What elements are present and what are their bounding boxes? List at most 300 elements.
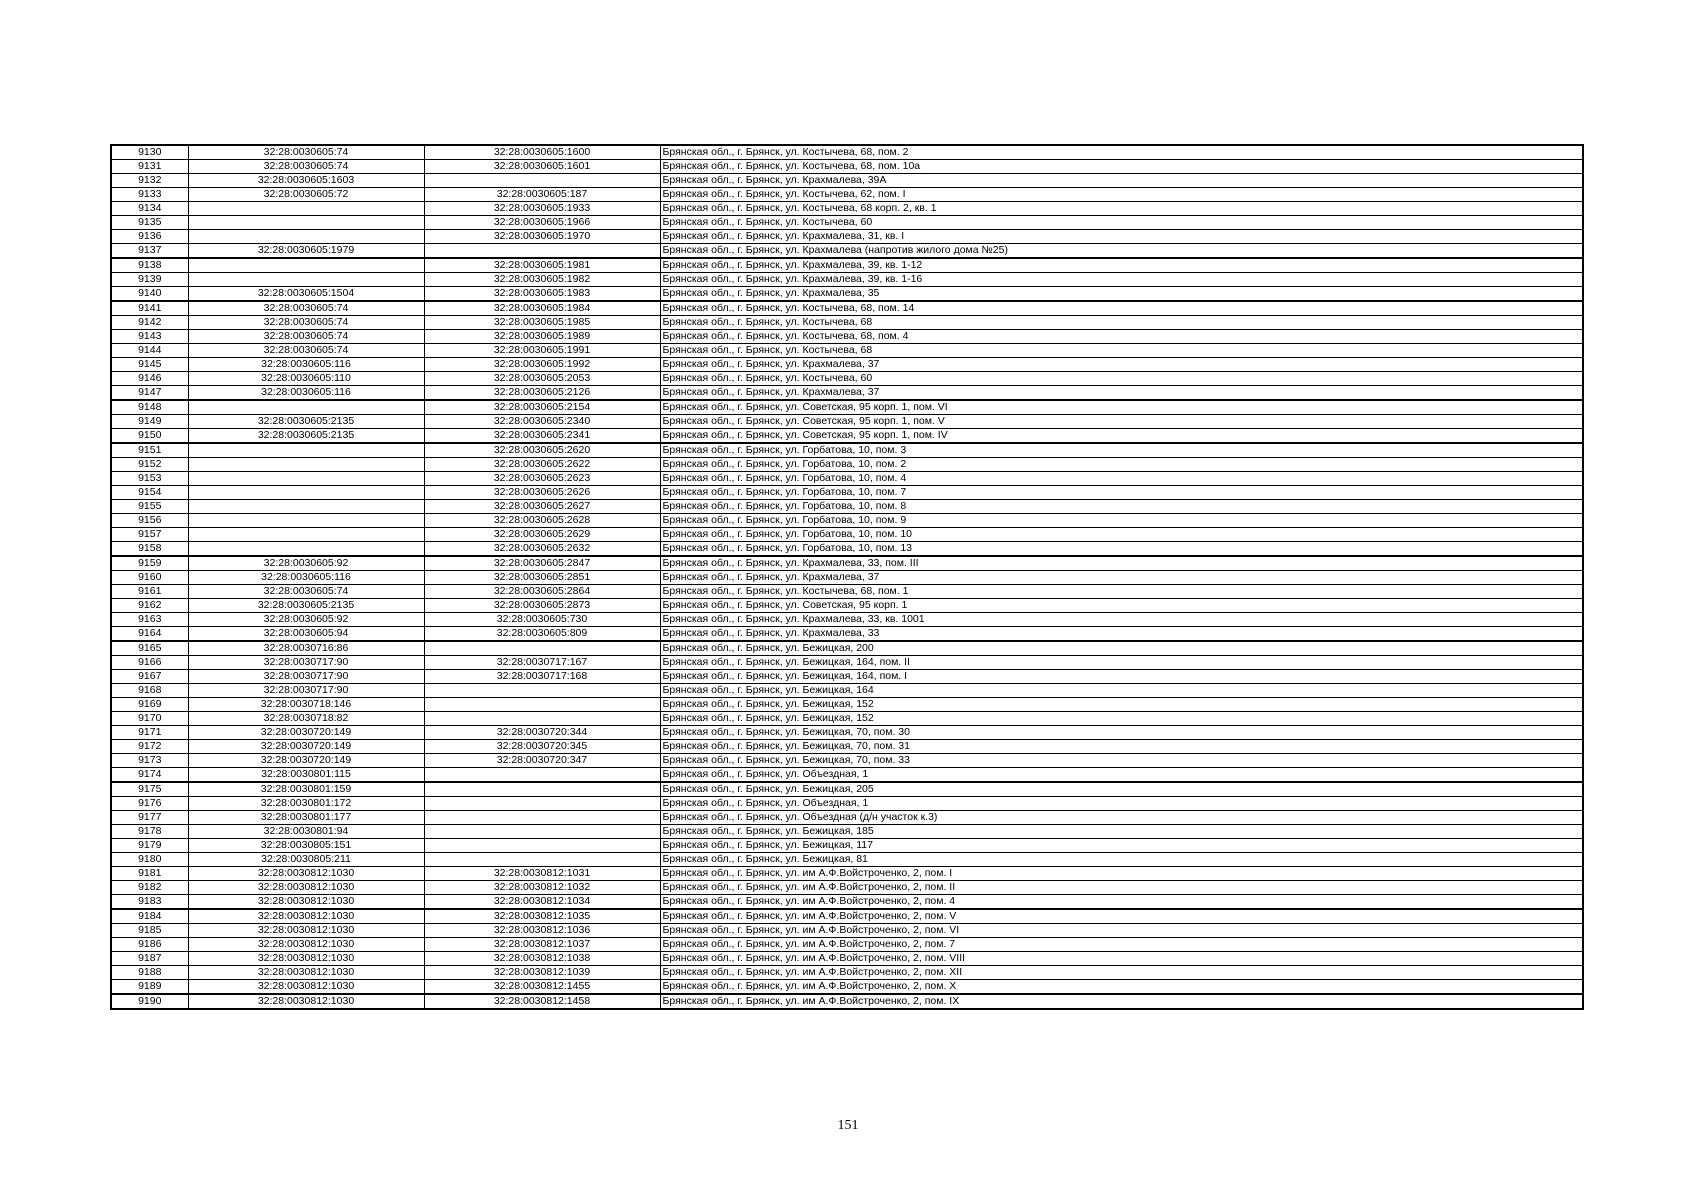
object-cadastral-number-cell: 32:28:0030720:345 [424, 740, 660, 754]
row-number-cell: 9180 [111, 853, 188, 867]
parcel-cadastral-number-cell: 32:28:0030605:116 [188, 386, 424, 401]
object-cadastral-number-cell: 32:28:0030605:2632 [424, 542, 660, 557]
address-cell: Брянская обл., г. Брянск, ул. Костычева, 68 [660, 316, 1583, 330]
object-cadastral-number-cell [424, 782, 660, 797]
table-row [111, 712, 1583, 726]
parcel-cadastral-number-cell: 32:28:0030805:151 [188, 839, 424, 853]
parcel-cadastral-number-cell: 32:28:0030605:116 [188, 571, 424, 585]
row-number-cell: 9130 [111, 145, 188, 160]
address-cell: Брянская обл., г. Брянск, ул. Советская, 95 корп. 1 [660, 599, 1583, 613]
object-cadastral-number-cell: 32:28:0030717:167 [424, 656, 660, 670]
table-row [111, 698, 1583, 712]
address-cell: Брянская обл., г. Брянск, ул. Горбатова, 10, пом. 2 [660, 458, 1583, 472]
table-row [111, 726, 1583, 740]
table-row [111, 938, 1583, 952]
row-number-cell: 9190 [111, 994, 188, 1009]
object-cadastral-number-cell: 32:28:0030605:809 [424, 627, 660, 642]
address-cell: Брянская обл., г. Брянск, ул. Крахмалева, 37 [660, 571, 1583, 585]
table-row [111, 585, 1583, 599]
object-cadastral-number-cell [424, 853, 660, 867]
parcel-cadastral-number-cell: 32:28:0030605:1979 [188, 244, 424, 259]
parcel-cadastral-number-cell: 32:28:0030605:116 [188, 358, 424, 372]
row-number-cell: 9188 [111, 966, 188, 980]
object-cadastral-number-cell [424, 684, 660, 698]
address-cell: Брянская обл., г. Брянск, ул. Костычева, 68, пом. 10а [660, 160, 1583, 174]
table-row [111, 627, 1583, 642]
object-cadastral-number-cell: 32:28:0030812:1037 [424, 938, 660, 952]
object-cadastral-number-cell: 32:28:0030812:1036 [424, 924, 660, 938]
row-number-cell: 9157 [111, 528, 188, 542]
row-number-cell: 9139 [111, 273, 188, 287]
table-row [111, 797, 1583, 811]
parcel-cadastral-number-cell: 32:28:0030812:1030 [188, 924, 424, 938]
object-cadastral-number-cell: 32:28:0030605:1992 [424, 358, 660, 372]
address-cell: Брянская обл., г. Брянск, ул. Крахмалева (напротив жилого дома №25) [660, 244, 1583, 259]
table-row [111, 372, 1583, 386]
table-row [111, 853, 1583, 867]
parcel-cadastral-number-cell: 32:28:0030720:149 [188, 726, 424, 740]
parcel-cadastral-number-cell [188, 230, 424, 244]
object-cadastral-number-cell: 32:28:0030605:2623 [424, 472, 660, 486]
row-number-cell: 9148 [111, 400, 188, 415]
table-row [111, 528, 1583, 542]
address-cell: Брянская обл., г. Брянск, ул. Горбатова, 10, пом. 13 [660, 542, 1583, 557]
parcel-cadastral-number-cell: 32:28:0030812:1030 [188, 867, 424, 881]
object-cadastral-number-cell: 32:28:0030720:347 [424, 754, 660, 768]
row-number-cell: 9173 [111, 754, 188, 768]
parcel-cadastral-number-cell: 32:28:0030801:94 [188, 825, 424, 839]
table-row [111, 656, 1583, 670]
object-cadastral-number-cell: 32:28:0030605:2126 [424, 386, 660, 401]
address-cell: Брянская обл., г. Брянск, ул. Советская, 95 корп. 1, пом. V [660, 415, 1583, 429]
row-number-cell: 9153 [111, 472, 188, 486]
address-cell: Брянская обл., г. Брянск, ул. им А.Ф.Войстроченко, 2, пом. XII [660, 966, 1583, 980]
table-row [111, 895, 1583, 910]
row-number-cell: 9138 [111, 258, 188, 273]
address-cell: Брянская обл., г. Брянск, ул. им А.Ф.Войстроченко, 2, пом. IX [660, 994, 1583, 1009]
object-cadastral-number-cell: 32:28:0030605:1989 [424, 330, 660, 344]
object-cadastral-number-cell [424, 174, 660, 188]
table-row [111, 358, 1583, 372]
table-row [111, 258, 1583, 273]
parcel-cadastral-number-cell: 32:28:0030605:94 [188, 627, 424, 642]
parcel-cadastral-number-cell: 32:28:0030605:74 [188, 330, 424, 344]
table-row [111, 825, 1583, 839]
object-cadastral-number-cell: 32:28:0030605:730 [424, 613, 660, 627]
object-cadastral-number-cell: 32:28:0030605:1966 [424, 216, 660, 230]
object-cadastral-number-cell: 32:28:0030605:2627 [424, 500, 660, 514]
row-number-cell: 9165 [111, 641, 188, 656]
address-cell: Брянская обл., г. Брянск, ул. Костычева, 68 корп. 2, кв. 1 [660, 202, 1583, 216]
parcel-cadastral-number-cell: 32:28:0030605:1504 [188, 287, 424, 302]
address-cell: Брянская обл., г. Брянск, ул. Крахмалева, 39А [660, 174, 1583, 188]
parcel-cadastral-number-cell: 32:28:0030805:211 [188, 853, 424, 867]
row-number-cell: 9171 [111, 726, 188, 740]
table-row [111, 458, 1583, 472]
table-row [111, 740, 1583, 754]
parcel-cadastral-number-cell: 32:28:0030718:146 [188, 698, 424, 712]
row-number-cell: 9179 [111, 839, 188, 853]
object-cadastral-number-cell: 32:28:0030812:1032 [424, 881, 660, 895]
table-row [111, 344, 1583, 358]
object-cadastral-number-cell [424, 244, 660, 259]
row-number-cell: 9150 [111, 429, 188, 444]
address-cell: Брянская обл., г. Брянск, ул. им А.Ф.Войстроченко, 2, пом. X [660, 980, 1583, 995]
row-number-cell: 9140 [111, 287, 188, 302]
row-number-cell: 9178 [111, 825, 188, 839]
row-number-cell: 9163 [111, 613, 188, 627]
row-number-cell: 9183 [111, 895, 188, 910]
row-number-cell: 9135 [111, 216, 188, 230]
row-number-cell: 9156 [111, 514, 188, 528]
table-row [111, 230, 1583, 244]
address-cell: Брянская обл., г. Брянск, ул. Крахмалева, 33 [660, 627, 1583, 642]
row-number-cell: 9182 [111, 881, 188, 895]
address-cell: Брянская обл., г. Брянск, ул. Горбатова, 10, пом. 4 [660, 472, 1583, 486]
address-cell: Брянская обл., г. Брянск, ул. Объездная (д/н участок к.3) [660, 811, 1583, 825]
table-row [111, 867, 1583, 881]
row-number-cell: 9168 [111, 684, 188, 698]
address-cell: Брянская обл., г. Брянск, ул. Крахмалева, 33, кв. 1001 [660, 613, 1583, 627]
table-row [111, 599, 1583, 613]
row-number-cell: 9167 [111, 670, 188, 684]
parcel-cadastral-number-cell: 32:28:0030605:2135 [188, 429, 424, 444]
address-cell: Брянская обл., г. Брянск, ул. Крахмалева, 39, кв. 1-16 [660, 273, 1583, 287]
parcel-cadastral-number-cell: 32:28:0030801:159 [188, 782, 424, 797]
object-cadastral-number-cell [424, 768, 660, 783]
table-row [111, 301, 1583, 316]
table-row [111, 244, 1583, 259]
object-cadastral-number-cell: 32:28:0030605:2629 [424, 528, 660, 542]
parcel-cadastral-number-cell: 32:28:0030801:177 [188, 811, 424, 825]
object-cadastral-number-cell: 32:28:0030605:2053 [424, 372, 660, 386]
address-cell: Брянская обл., г. Брянск, ул. им А.Ф.Войстроченко, 2, пом. 4 [660, 895, 1583, 910]
parcel-cadastral-number-cell: 32:28:0030605:2135 [188, 415, 424, 429]
object-cadastral-number-cell: 32:28:0030720:344 [424, 726, 660, 740]
row-number-cell: 9177 [111, 811, 188, 825]
parcel-cadastral-number-cell: 32:28:0030717:90 [188, 670, 424, 684]
object-cadastral-number-cell: 32:28:0030605:2620 [424, 443, 660, 458]
table-row [111, 160, 1583, 174]
object-cadastral-number-cell: 32:28:0030812:1038 [424, 952, 660, 966]
row-number-cell: 9137 [111, 244, 188, 259]
parcel-cadastral-number-cell: 32:28:0030720:149 [188, 740, 424, 754]
parcel-cadastral-number-cell: 32:28:0030605:92 [188, 556, 424, 571]
row-number-cell: 9155 [111, 500, 188, 514]
row-number-cell: 9175 [111, 782, 188, 797]
address-cell: Брянская обл., г. Брянск, ул. им А.Ф.Войстроченко, 2, пом. VIII [660, 952, 1583, 966]
table-row [111, 174, 1583, 188]
table-row [111, 980, 1583, 995]
row-number-cell: 9172 [111, 740, 188, 754]
object-cadastral-number-cell: 32:28:0030605:2626 [424, 486, 660, 500]
row-number-cell: 9133 [111, 188, 188, 202]
address-cell: Брянская обл., г. Брянск, ул. Костычева, 68, пом. 4 [660, 330, 1583, 344]
table-row [111, 273, 1583, 287]
parcel-cadastral-number-cell: 32:28:0030812:1030 [188, 938, 424, 952]
row-number-cell: 9181 [111, 867, 188, 881]
object-cadastral-number-cell: 32:28:0030812:1455 [424, 980, 660, 995]
parcel-cadastral-number-cell: 32:28:0030605:74 [188, 160, 424, 174]
row-number-cell: 9186 [111, 938, 188, 952]
table-row [111, 443, 1583, 458]
row-number-cell: 9164 [111, 627, 188, 642]
row-number-cell: 9159 [111, 556, 188, 571]
parcel-cadastral-number-cell [188, 400, 424, 415]
row-number-cell: 9189 [111, 980, 188, 995]
parcel-cadastral-number-cell [188, 258, 424, 273]
table-row [111, 556, 1583, 571]
object-cadastral-number-cell: 32:28:0030605:1991 [424, 344, 660, 358]
object-cadastral-number-cell: 32:28:0030605:2873 [424, 599, 660, 613]
row-number-cell: 9161 [111, 585, 188, 599]
row-number-cell: 9174 [111, 768, 188, 783]
object-cadastral-number-cell: 32:28:0030605:1984 [424, 301, 660, 316]
parcel-cadastral-number-cell [188, 202, 424, 216]
address-cell: Брянская обл., г. Брянск, ул. Костычева, 68, пом. 1 [660, 585, 1583, 599]
address-cell: Брянская обл., г. Брянск, ул. Крахмалева, 31, кв. I [660, 230, 1583, 244]
parcel-cadastral-number-cell: 32:28:0030605:2135 [188, 599, 424, 613]
address-cell: Брянская обл., г. Брянск, ул. Костычева, 60 [660, 216, 1583, 230]
row-number-cell: 9152 [111, 458, 188, 472]
table-row [111, 145, 1583, 160]
table-row [111, 811, 1583, 825]
table-row [111, 542, 1583, 557]
address-cell: Брянская обл., г. Брянск, ул. Бежицкая, 200 [660, 641, 1583, 656]
row-number-cell: 9136 [111, 230, 188, 244]
table-row [111, 670, 1583, 684]
table-row [111, 415, 1583, 429]
address-cell: Брянская обл., г. Брянск, ул. Горбатова, 10, пом. 7 [660, 486, 1583, 500]
parcel-cadastral-number-cell [188, 273, 424, 287]
address-cell: Брянская обл., г. Брянск, ул. Бежицкая, 117 [660, 839, 1583, 853]
object-cadastral-number-cell: 32:28:0030605:2864 [424, 585, 660, 599]
row-number-cell: 9184 [111, 909, 188, 924]
parcel-cadastral-number-cell: 32:28:0030605:74 [188, 585, 424, 599]
table-row [111, 486, 1583, 500]
object-cadastral-number-cell: 32:28:0030605:2622 [424, 458, 660, 472]
parcel-cadastral-number-cell: 32:28:0030812:1030 [188, 980, 424, 995]
table-row [111, 613, 1583, 627]
parcel-cadastral-number-cell: 32:28:0030605:74 [188, 145, 424, 160]
row-number-cell: 9132 [111, 174, 188, 188]
address-cell: Брянская обл., г. Брянск, ул. Бежицкая, 164, пом. II [660, 656, 1583, 670]
registry-table [110, 144, 1584, 1010]
row-number-cell: 9141 [111, 301, 188, 316]
parcel-cadastral-number-cell: 32:28:0030812:1030 [188, 895, 424, 910]
parcel-cadastral-number-cell: 32:28:0030717:90 [188, 656, 424, 670]
row-number-cell: 9169 [111, 698, 188, 712]
table-row [111, 400, 1583, 415]
object-cadastral-number-cell: 32:28:0030812:1031 [424, 867, 660, 881]
address-cell: Брянская обл., г. Брянск, ул. Советская, 95 корп. 1, пом. IV [660, 429, 1583, 444]
object-cadastral-number-cell: 32:28:0030605:1982 [424, 273, 660, 287]
table-row [111, 202, 1583, 216]
row-number-cell: 9176 [111, 797, 188, 811]
address-cell: Брянская обл., г. Брянск, ул. им А.Ф.Войстроченко, 2, пом. I [660, 867, 1583, 881]
table-row [111, 500, 1583, 514]
address-cell: Брянская обл., г. Брянск, ул. Костычева, 68, пом. 14 [660, 301, 1583, 316]
object-cadastral-number-cell: 32:28:0030605:2340 [424, 415, 660, 429]
table-row [111, 684, 1583, 698]
address-cell: Брянская обл., г. Брянск, ул. им А.Ф.Войстроченко, 2, пом. 7 [660, 938, 1583, 952]
object-cadastral-number-cell: 32:28:0030605:1985 [424, 316, 660, 330]
parcel-cadastral-number-cell: 32:28:0030801:172 [188, 797, 424, 811]
row-number-cell: 9134 [111, 202, 188, 216]
parcel-cadastral-number-cell [188, 472, 424, 486]
parcel-cadastral-number-cell [188, 542, 424, 557]
table-row [111, 641, 1583, 656]
row-number-cell: 9147 [111, 386, 188, 401]
object-cadastral-number-cell: 32:28:0030605:2341 [424, 429, 660, 444]
parcel-cadastral-number-cell: 32:28:0030605:74 [188, 301, 424, 316]
parcel-cadastral-number-cell: 32:28:0030801:115 [188, 768, 424, 783]
parcel-cadastral-number-cell [188, 528, 424, 542]
registry-table-body [111, 145, 1583, 1009]
table-row [111, 571, 1583, 585]
object-cadastral-number-cell: 32:28:0030605:187 [424, 188, 660, 202]
address-cell: Брянская обл., г. Брянск, ул. Бежицкая, 152 [660, 698, 1583, 712]
address-cell: Брянская обл., г. Брянск, ул. Бежицкая, 152 [660, 712, 1583, 726]
address-cell: Брянская обл., г. Брянск, ул. Костычева, 68 [660, 344, 1583, 358]
address-cell: Брянская обл., г. Брянск, ул. Бежицкая, 81 [660, 853, 1583, 867]
table-row [111, 316, 1583, 330]
address-cell: Брянская обл., г. Брянск, ул. им А.Ф.Войстроченко, 2, пом. II [660, 881, 1583, 895]
parcel-cadastral-number-cell: 32:28:0030812:1030 [188, 881, 424, 895]
table-row [111, 768, 1583, 783]
row-number-cell: 9162 [111, 599, 188, 613]
object-cadastral-number-cell [424, 797, 660, 811]
object-cadastral-number-cell: 32:28:0030605:1601 [424, 160, 660, 174]
object-cadastral-number-cell: 32:28:0030605:2851 [424, 571, 660, 585]
address-cell: Брянская обл., г. Брянск, ул. Костычева, 68, пом. 2 [660, 145, 1583, 160]
address-cell: Брянская обл., г. Брянск, ул. Костычева, 60 [660, 372, 1583, 386]
object-cadastral-number-cell [424, 825, 660, 839]
address-cell: Брянская обл., г. Брянск, ул. Горбатова, 10, пом. 3 [660, 443, 1583, 458]
table-row [111, 287, 1583, 302]
row-number-cell: 9144 [111, 344, 188, 358]
page-number: 151 [837, 1118, 859, 1133]
parcel-cadastral-number-cell: 32:28:0030812:1030 [188, 994, 424, 1009]
table-row [111, 881, 1583, 895]
address-cell: Брянская обл., г. Брянск, ул. Бежицкая, 70, пом. 31 [660, 740, 1583, 754]
table-row [111, 514, 1583, 528]
table-row [111, 429, 1583, 444]
object-cadastral-number-cell: 32:28:0030605:1970 [424, 230, 660, 244]
row-number-cell: 9160 [111, 571, 188, 585]
parcel-cadastral-number-cell [188, 443, 424, 458]
parcel-cadastral-number-cell: 32:28:0030605:74 [188, 316, 424, 330]
address-cell: Брянская обл., г. Брянск, ул. Советская, 95 корп. 1, пом. VI [660, 400, 1583, 415]
object-cadastral-number-cell: 32:28:0030717:168 [424, 670, 660, 684]
object-cadastral-number-cell [424, 811, 660, 825]
address-cell: Брянская обл., г. Брянск, ул. Костычева, 62, пом. I [660, 188, 1583, 202]
address-cell: Брянская обл., г. Брянск, ул. Крахмалева, 35 [660, 287, 1583, 302]
address-cell: Брянская обл., г. Брянск, ул. Бежицкая, 164 [660, 684, 1583, 698]
object-cadastral-number-cell: 32:28:0030605:1983 [424, 287, 660, 302]
address-cell: Брянская обл., г. Брянск, ул. Горбатова, 10, пом. 10 [660, 528, 1583, 542]
parcel-cadastral-number-cell: 32:28:0030605:1603 [188, 174, 424, 188]
parcel-cadastral-number-cell: 32:28:0030720:149 [188, 754, 424, 768]
parcel-cadastral-number-cell: 32:28:0030605:72 [188, 188, 424, 202]
address-cell: Брянская обл., г. Брянск, ул. Бежицкая, 164, пом. I [660, 670, 1583, 684]
parcel-cadastral-number-cell [188, 216, 424, 230]
parcel-cadastral-number-cell: 32:28:0030812:1030 [188, 966, 424, 980]
row-number-cell: 9145 [111, 358, 188, 372]
row-number-cell: 9131 [111, 160, 188, 174]
row-number-cell: 9142 [111, 316, 188, 330]
parcel-cadastral-number-cell: 32:28:0030605:74 [188, 344, 424, 358]
row-number-cell: 9185 [111, 924, 188, 938]
parcel-cadastral-number-cell: 32:28:0030717:90 [188, 684, 424, 698]
table-row [111, 216, 1583, 230]
address-cell: Брянская обл., г. Брянск, ул. Крахмалева, 37 [660, 386, 1583, 401]
address-cell: Брянская обл., г. Брянск, ул. Объездная, 1 [660, 797, 1583, 811]
table-row [111, 966, 1583, 980]
table-row [111, 839, 1583, 853]
row-number-cell: 9154 [111, 486, 188, 500]
parcel-cadastral-number-cell [188, 458, 424, 472]
row-number-cell: 9166 [111, 656, 188, 670]
object-cadastral-number-cell: 32:28:0030605:2154 [424, 400, 660, 415]
parcel-cadastral-number-cell: 32:28:0030605:110 [188, 372, 424, 386]
address-cell: Брянская обл., г. Брянск, ул. им А.Ф.Войстроченко, 2, пом. V [660, 909, 1583, 924]
parcel-cadastral-number-cell [188, 514, 424, 528]
address-cell: Брянская обл., г. Брянск, ул. Горбатова, 10, пом. 8 [660, 500, 1583, 514]
address-cell: Брянская обл., г. Брянск, ул. Крахмалева, 39, кв. 1-12 [660, 258, 1583, 273]
row-number-cell: 9149 [111, 415, 188, 429]
table-row [111, 994, 1583, 1009]
parcel-cadastral-number-cell: 32:28:0030716:86 [188, 641, 424, 656]
object-cadastral-number-cell [424, 641, 660, 656]
table-row [111, 754, 1583, 768]
object-cadastral-number-cell [424, 839, 660, 853]
address-cell: Брянская обл., г. Брянск, ул. Горбатова, 10, пом. 9 [660, 514, 1583, 528]
table-row [111, 386, 1583, 401]
address-cell: Брянская обл., г. Брянск, ул. Крахмалева, 37 [660, 358, 1583, 372]
object-cadastral-number-cell [424, 712, 660, 726]
object-cadastral-number-cell [424, 698, 660, 712]
row-number-cell: 9146 [111, 372, 188, 386]
row-number-cell: 9187 [111, 952, 188, 966]
parcel-cadastral-number-cell [188, 486, 424, 500]
parcel-cadastral-number-cell: 32:28:0030605:92 [188, 613, 424, 627]
object-cadastral-number-cell: 32:28:0030605:1933 [424, 202, 660, 216]
object-cadastral-number-cell: 32:28:0030812:1035 [424, 909, 660, 924]
object-cadastral-number-cell: 32:28:0030812:1458 [424, 994, 660, 1009]
table-row [111, 472, 1583, 486]
address-cell: Брянская обл., г. Брянск, ул. Бежицкая, 205 [660, 782, 1583, 797]
table-row [111, 909, 1583, 924]
table-row [111, 924, 1583, 938]
object-cadastral-number-cell: 32:28:0030812:1034 [424, 895, 660, 910]
parcel-cadastral-number-cell: 32:28:0030812:1030 [188, 952, 424, 966]
object-cadastral-number-cell: 32:28:0030605:1600 [424, 145, 660, 160]
address-cell: Брянская обл., г. Брянск, ул. Объездная, 1 [660, 768, 1583, 783]
table-row [111, 330, 1583, 344]
row-number-cell: 9158 [111, 542, 188, 557]
address-cell: Брянская обл., г. Брянск, ул. Крахмалева, 33, пом. III [660, 556, 1583, 571]
address-cell: Брянская обл., г. Брянск, ул. Бежицкая, 70, пом. 33 [660, 754, 1583, 768]
table-row [111, 188, 1583, 202]
table-row [111, 952, 1583, 966]
parcel-cadastral-number-cell: 32:28:0030812:1030 [188, 909, 424, 924]
address-cell: Брянская обл., г. Брянск, ул. Бежицкая, 70, пом. 30 [660, 726, 1583, 740]
parcel-cadastral-number-cell [188, 500, 424, 514]
parcel-cadastral-number-cell: 32:28:0030718:82 [188, 712, 424, 726]
row-number-cell: 9143 [111, 330, 188, 344]
table-row [111, 782, 1583, 797]
